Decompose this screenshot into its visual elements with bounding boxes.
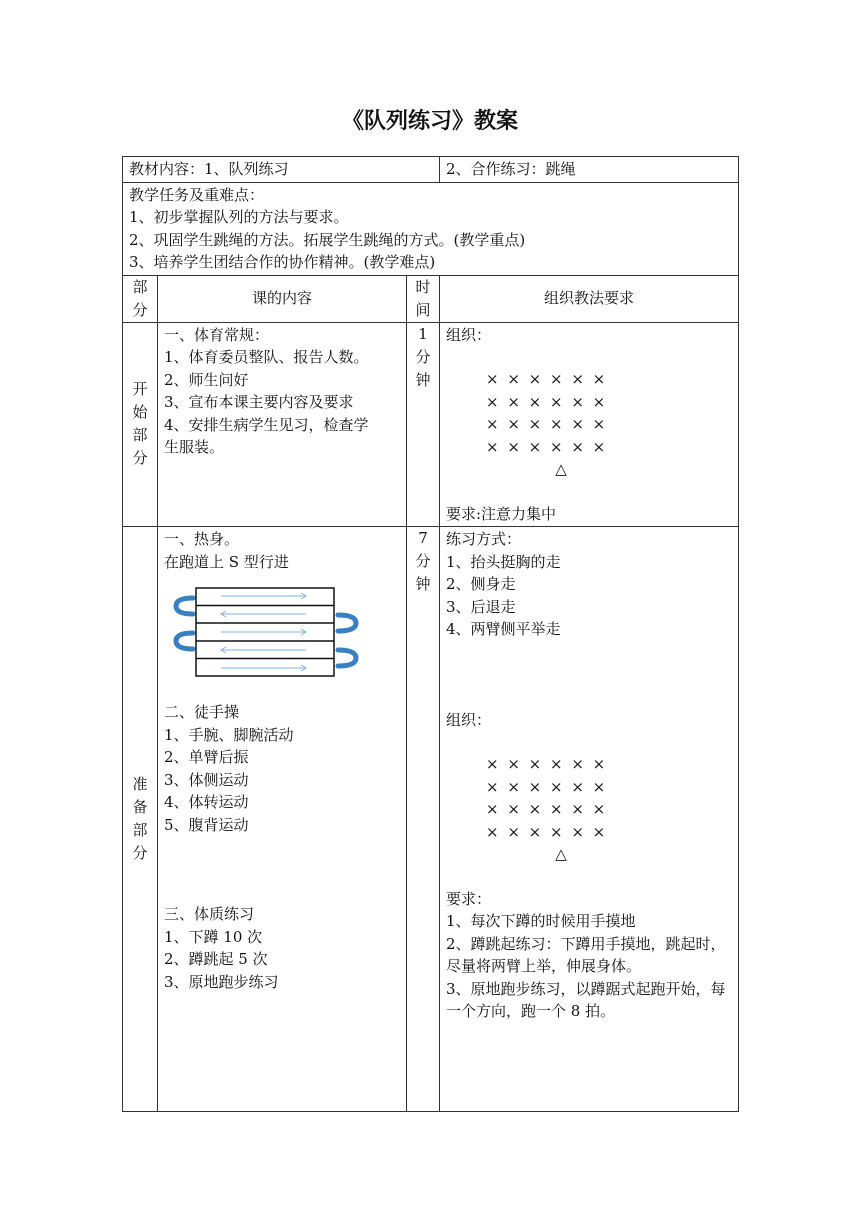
content-line: 生服装。 [164, 438, 225, 456]
content-line: 3、原地跑步练习 [164, 972, 279, 991]
start-time: 1分钟 [407, 322, 440, 527]
part-prep: 准备部分 [123, 527, 158, 1112]
requirement-line: 3、原地跑步练习，以蹲踞式起跑开始，每一个方向，跑一个 8 拍。 [446, 979, 726, 1020]
org-label: 组织： [446, 710, 492, 729]
practice-line: 2、侧身走 [446, 575, 516, 593]
lesson-plan-table [122, 156, 739, 1112]
s-route-diagram [166, 579, 376, 679]
tasks-line: 教学任务及重难点： [129, 185, 265, 204]
content-line: 1、手腕、脚腕活动 [164, 725, 294, 744]
requirement-line: 要求： [446, 889, 492, 908]
tasks-line: 3、培养学生团结合作的协作精神。(教学难点) [129, 253, 436, 271]
start-content [158, 322, 407, 527]
practice-line: 3、后退走 [446, 597, 516, 616]
org-label: 组织： [446, 325, 492, 344]
content-line: 3、体侧运动 [164, 770, 249, 789]
teacher-triangle: △ [555, 845, 567, 863]
content-line: 2、蹲跳起 5 次 [164, 950, 268, 968]
content-line: 在跑道上 S 型行进 [164, 552, 289, 571]
content-line: 3、宣布本课主要内容及要求 [164, 393, 354, 411]
content-line: 2、单臂后振 [164, 748, 249, 766]
part-start: 开始部分 [123, 322, 158, 527]
practice-line: 4、两臂侧平举走 [446, 620, 561, 638]
content-line: 4、体转运动 [164, 793, 249, 811]
requirement-line: 1、每次下蹲的时候用手摸地 [446, 912, 636, 930]
content-line: 2、师生问好 [164, 370, 249, 389]
content-line: 4、安排生病学生见习，检查学 [164, 415, 369, 434]
content-line: 三、体质练习 [164, 905, 255, 923]
page-title: 《队列练习》教案 [341, 109, 518, 134]
tasks-line: 2、巩固学生跳绳的方法。拓展学生跳绳的方式。(教学重点) [129, 230, 526, 249]
start-method [440, 322, 739, 527]
content-line: 一、体育常规： [164, 325, 270, 344]
prep-time: 7分钟 [407, 527, 440, 1112]
content-line: 一、热身。 [164, 530, 240, 548]
tasks-cell [123, 182, 739, 275]
practice-line: 1、抬头挺胸的走 [446, 552, 561, 571]
prep-content [158, 527, 407, 1112]
content-line: 1、体育委员整队、报告人数。 [164, 348, 369, 366]
col-header-time: 时间 [407, 275, 440, 322]
content-line: 5、腹背运动 [164, 815, 249, 834]
prep-method [440, 527, 739, 1112]
col-header-part: 部分 [123, 275, 158, 322]
practice-line: 练习方式： [446, 530, 522, 548]
formation-grid: × × × × × × × × × × × × × × × × × × × × × × × × [486, 755, 608, 841]
content-line: 1、下蹲 10 次 [164, 927, 263, 946]
requirement-text: 要求:注意力集中 [446, 504, 557, 523]
content-cell-2: 2、合作练习：跳绳 [440, 157, 739, 183]
formation-grid: × × × × × × × × × × × × × × × × × × × × × × × × [486, 370, 608, 456]
content-cell-1: 教材内容：1、队列练习 [123, 157, 440, 183]
requirement-line: 2、蹲跳起练习：下蹲用手摸地，跳起时，尽量将两臂上举，伸展身体。 [446, 934, 726, 975]
col-header-content: 课的内容 [158, 275, 407, 322]
col-header-method: 组织教法要求 [440, 275, 739, 322]
teacher-triangle: △ [555, 460, 567, 478]
tasks-line: 1、初步掌握队列的方法与要求。 [129, 208, 349, 226]
content-line: 二、徒手操 [164, 703, 240, 721]
